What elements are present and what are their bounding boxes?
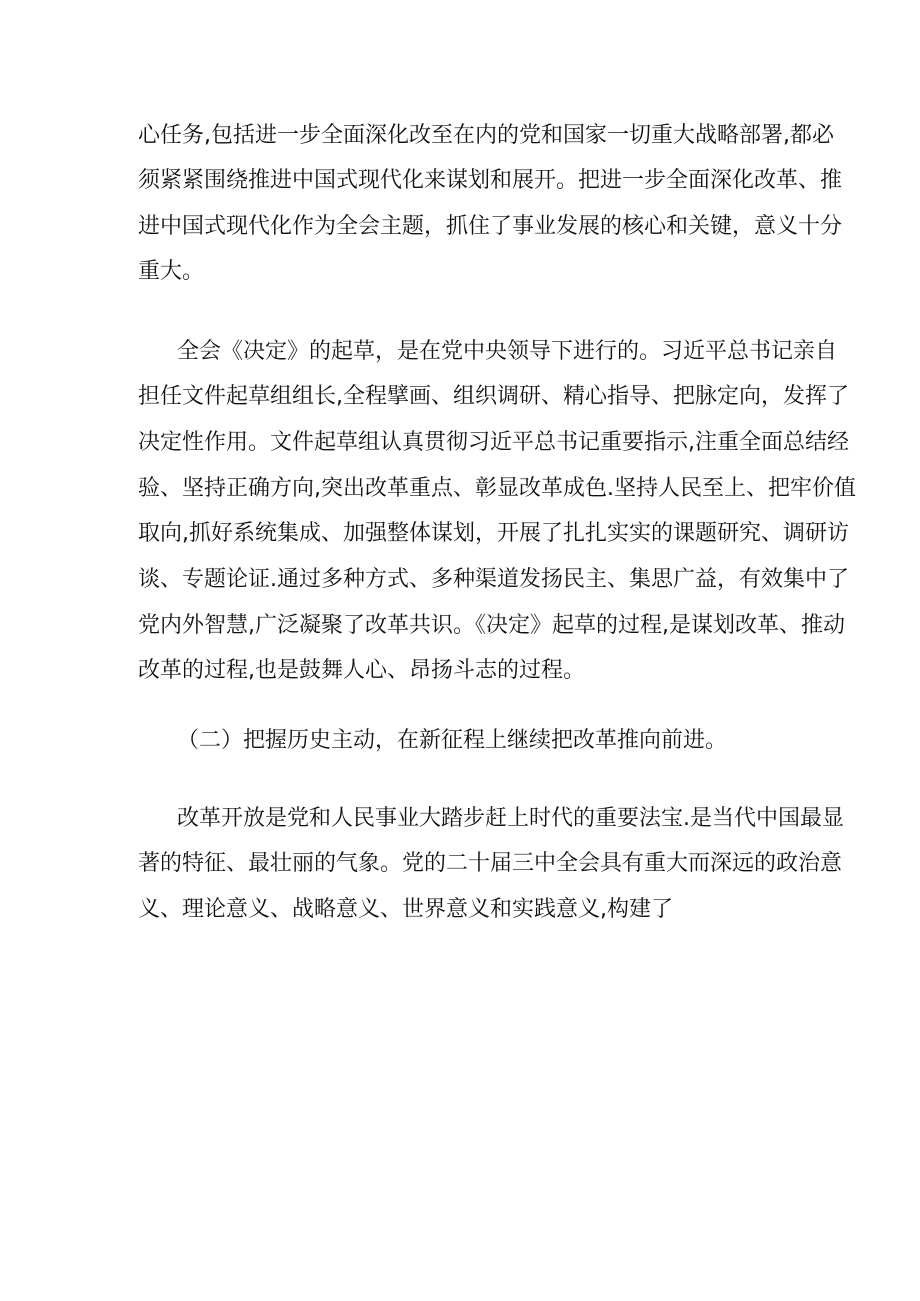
text-line: 改革开放是党和人民事业大踏步赶上时代的重要法宝.是当代中国最显 [177,806,844,831]
text-line: 取向,抓好系统集成、加强整体谋划，开展了扎扎实实的课题研究、调研访 [138,521,849,546]
text-line: 须紧紧围绕推进中国式现代化来谋划和展开。把进一步全面深化改革、推 [138,168,843,193]
text-line: 担任文件起草组组长,全程擘画、组织调研、精心指导、把脉定向，发挥了 [138,384,849,409]
text-line: 改革的过程,也是鼓舞人心、昂扬斗志的过程。 [138,658,585,683]
text-line: 全会《决定》的起草，是在党中央领导下进行的。习近平总书记亲自 [177,339,838,364]
text-line: 党内外智慧,广泛凝聚了改革共识。《决定》起草的过程,是谋划改革、推动 [138,613,845,638]
text-line: 验、坚持正确方向,突出改革重点、彰显改革成色.坚持人民至上、把牢价值 [138,476,856,501]
text-line: 重大。 [138,259,205,284]
text-line: 著的特征、最壮丽的气象。党的二十届三中全会具有重大而深远的政治意 [138,851,843,876]
text-line: 决定性作用。文件起草组认真贯彻习近平总书记重要指示,注重全面总结经 [138,430,849,455]
text-line: 义、理论意义、战略意义、世界意义和实践意义,构建了 [138,897,673,922]
heading-line: （二）把握历史主动，在新征程上继续把改革推向前进。 [177,728,728,753]
text-line: 谈、专题论证.通过多种方式、多种渠道发扬民主、集思广益，有效集中了 [138,567,849,592]
text-line: 心任务,包括进一步全面深化改至在内的党和国家一切重大战略部署,都必 [138,123,834,148]
text-line: 进中国式现代化作为全会主题，抓住了事业发展的核心和关键，意义十分 [138,214,843,239]
